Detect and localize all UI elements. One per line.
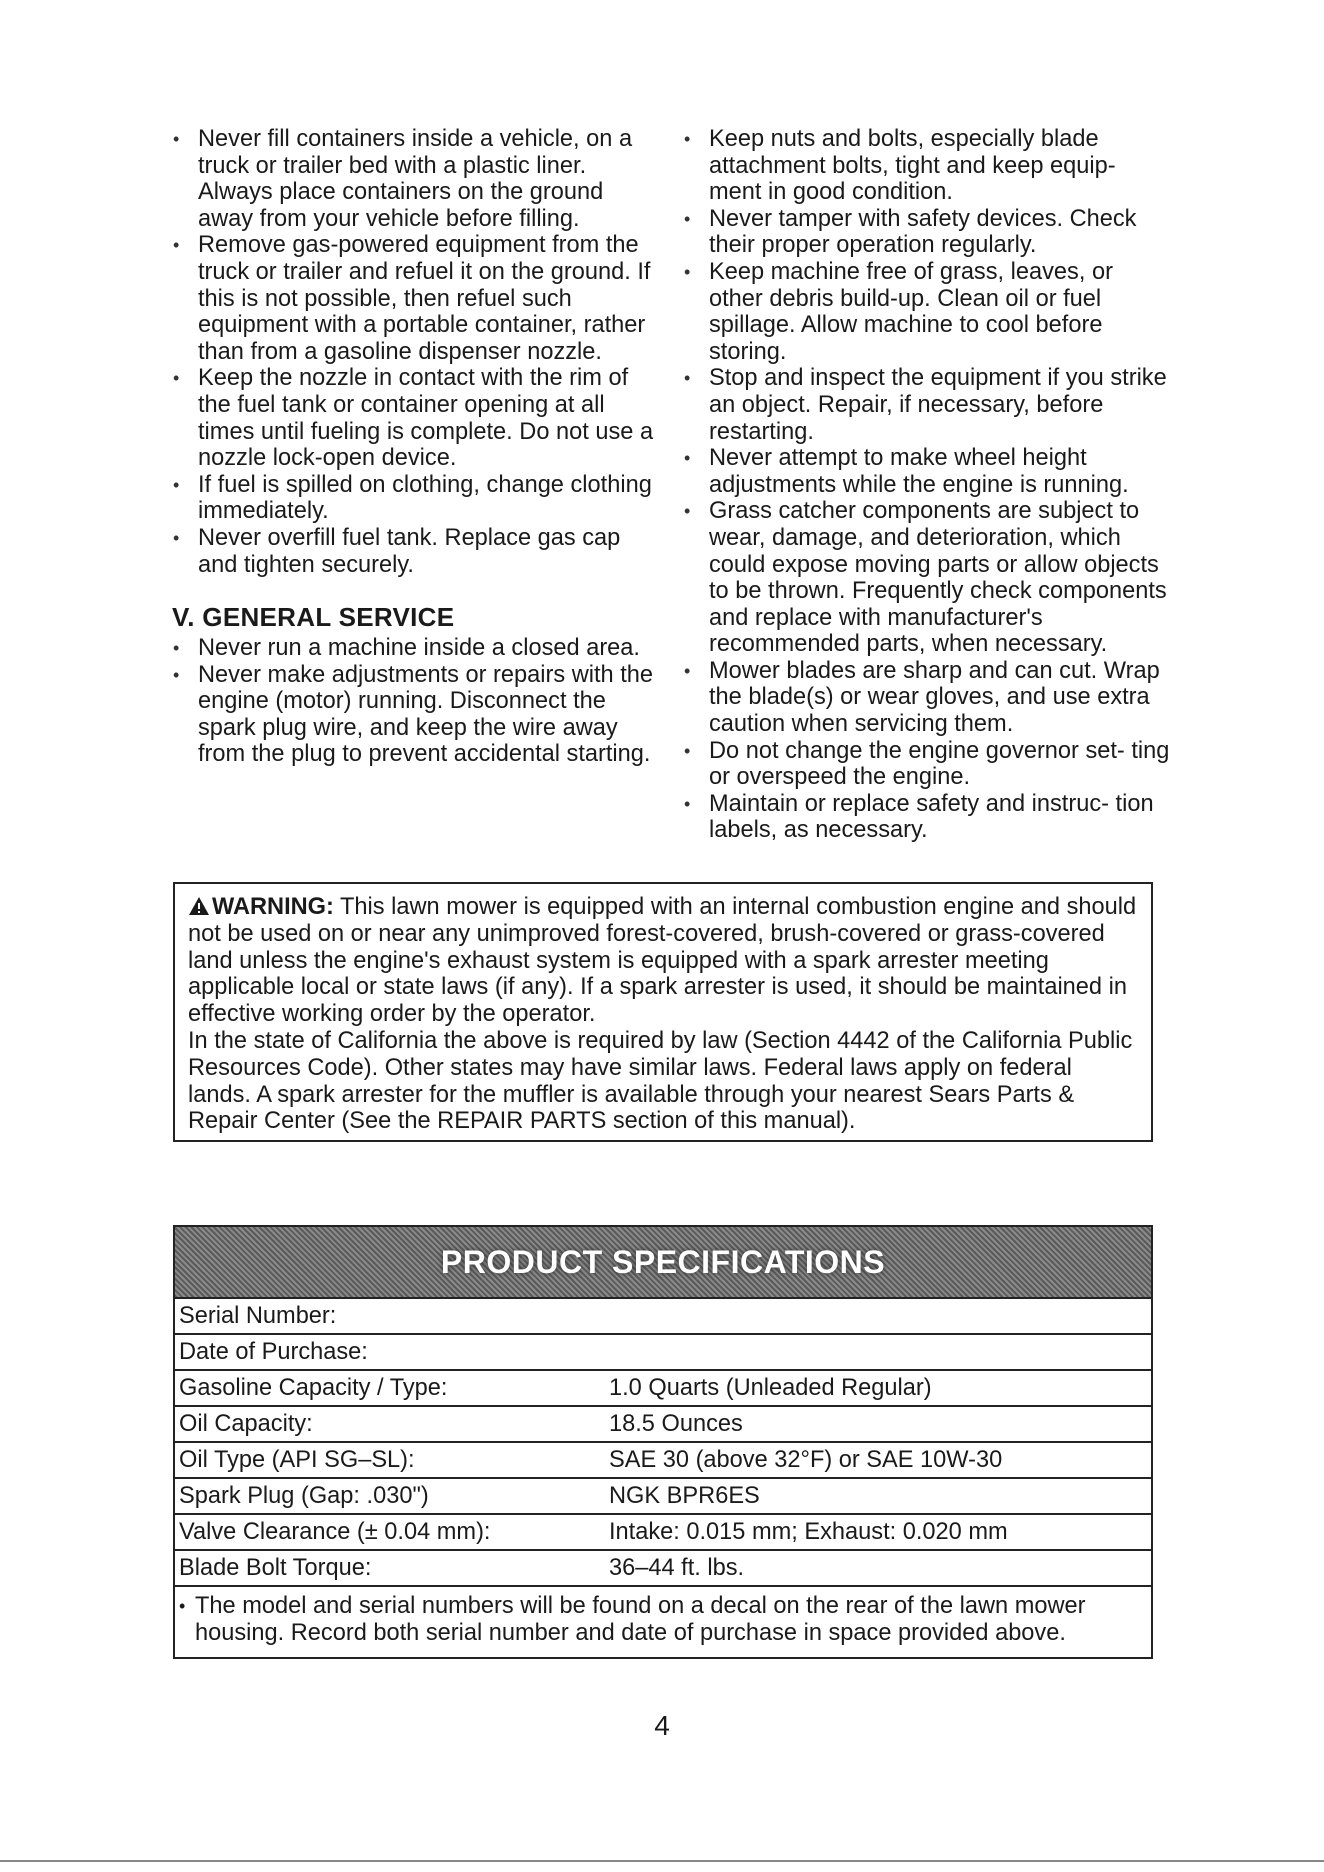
list-item: • Keep machine free of grass, leaves, or other debris build-up. Clean oil or fuel spillage. Allow machine to cool before storing.: [683, 259, 1173, 365]
list-item: • Never run a machine inside a closed area.: [172, 635, 654, 662]
spec-value: Intake: 0.015 mm; Exhaust: 0.020 mm: [609, 1518, 1008, 1545]
spec-value: SAE 30 (above 32°F) or SAE 10W-30: [609, 1446, 1003, 1473]
list-item: • Never fill containers inside a vehicle, on a truck or trailer bed with a plastic liner. Always place containers on the ground away from your vehicle before filling.: [172, 126, 654, 232]
spec-note: • The model and serial numbers will be found on a decal on the rear of the lawn mower housing. Record both serial number and date of purchase in space provided above.: [175, 1587, 1151, 1657]
product-specifications-table: [173, 1225, 1153, 1659]
spec-label: Oil Capacity:: [179, 1410, 313, 1437]
specs-title: PRODUCT SPECIFICATIONS: [440, 1243, 886, 1280]
list-item: • Remove gas-powered equipment from the truck or trailer and refuel it on the ground. If this is not possible, then refuel such equipment with a portable container, rather than from a gasoline dispenser nozzle.: [172, 232, 654, 365]
spec-label: Valve Clearance (± 0.04 mm):: [179, 1518, 491, 1545]
list-item: • Do not change the engine governor set- ting or overspeed the engine.: [683, 738, 1173, 791]
general-service-list: [172, 635, 654, 768]
table-row: [175, 1515, 1151, 1551]
general-service-list-continued: [683, 126, 1173, 844]
spec-label: Oil Type (API SG–SL):: [179, 1446, 415, 1473]
specs-title-bar: [175, 1227, 1151, 1299]
fuel-safety-list: [172, 126, 654, 578]
list-item: • Never overfill fuel tank. Replace gas cap and tighten securely.: [172, 525, 654, 578]
table-row: [175, 1551, 1151, 1587]
spec-value: 1.0 Quarts (Unleaded Regular): [609, 1374, 932, 1401]
spec-label: Blade Bolt Torque:: [179, 1554, 372, 1581]
spec-label: Gasoline Capacity / Type:: [179, 1374, 448, 1401]
section-heading: V. GENERAL SERVICE: [172, 602, 455, 633]
list-item: • Mower blades are sharp and can cut. Wrap the blade(s) or wear gloves, and use extra caution when servicing them.: [683, 658, 1173, 738]
spec-label: Date of Purchase:: [179, 1338, 368, 1365]
page-number: 4: [654, 1710, 670, 1741]
bottom-rule: [0, 1860, 1324, 1862]
list-item: • Never attempt to make wheel height adjustments while the engine is running.: [683, 445, 1173, 498]
warning-triangle-icon: [188, 896, 210, 916]
table-row: [175, 1443, 1151, 1479]
list-item: • Never tamper with safety devices. Check their proper operation regularly.: [683, 206, 1173, 259]
list-item: • Maintain or replace safety and instruc- tion labels, as necessary.: [683, 791, 1173, 844]
spec-value: 36–44 ft. lbs.: [609, 1554, 745, 1581]
spec-label: Spark Plug (Gap: .030"): [179, 1482, 429, 1509]
table-row: [175, 1371, 1151, 1407]
list-item: • If fuel is spilled on clothing, change clothing immediately.: [172, 472, 654, 525]
spec-label: Serial Number:: [179, 1302, 337, 1329]
left-column: [172, 126, 654, 768]
right-column: [683, 126, 1173, 844]
table-row: [175, 1335, 1151, 1371]
warning-label: WARNING:: [212, 894, 334, 920]
warning-text-california: In the state of California the above is required by law (Section 4442 of the California Public Resources Code). Other states may have similar laws. Federal laws apply on federal lands. A spark arrester for the muffler is available through your nearest Sears Parts & Repair Center (See the REPAIR PARTS section of this manual).: [188, 1027, 1133, 1135]
warning-box: [173, 882, 1153, 1142]
list-item: • Stop and inspect the equipment if you strike an object. Repair, if necessary, before restarting.: [683, 365, 1173, 445]
warning-text: This lawn mower is equipped with an internal combustion engine and should not be used on or near any unimproved forest-covered, brush-covered or grass-covered land unless the engine's exhaust system is equipped with a spark arrester meeting applicable local or state laws (if any). If a spark arrester is used, it should be maintained in effective working order by the operator.: [188, 894, 1137, 1028]
spec-value: NGK BPR6ES: [609, 1482, 760, 1509]
table-row: [175, 1479, 1151, 1515]
list-item: • Keep nuts and bolts, especially blade attachment bolts, tight and keep equip- ment in good condition.: [683, 126, 1173, 206]
list-item: • Never make adjustments or repairs with the engine (motor) running. Disconnect the spark plug wire, and keep the wire away from the plug to prevent accidental starting.: [172, 662, 654, 768]
list-item: • Grass catcher components are subject to wear, damage, and deterioration, which could expose moving parts or allow objects to be thrown. Frequently check components and replace with manufacturer's recommended parts, when necessary.: [683, 498, 1173, 658]
table-row: [175, 1407, 1151, 1443]
list-item: • Keep the nozzle in contact with the rim of the fuel tank or container opening at all times until fueling is complete. Do not use a nozzle lock-open device.: [172, 365, 654, 471]
spec-value: 18.5 Ounces: [609, 1410, 743, 1437]
table-row: [175, 1299, 1151, 1335]
